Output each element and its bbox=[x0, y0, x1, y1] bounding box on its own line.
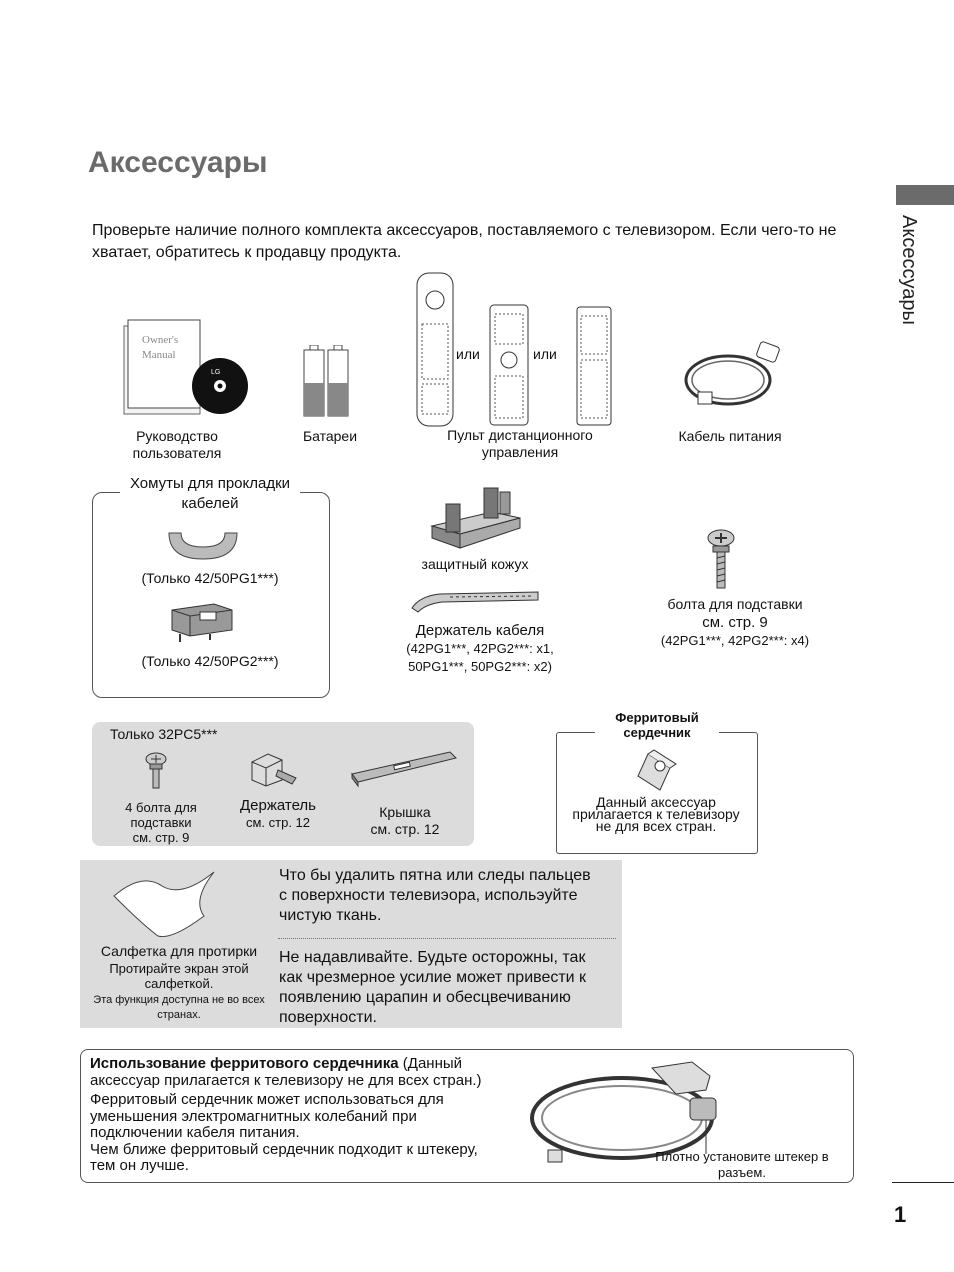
clamps-note-2: (Только 42/50PG2***) bbox=[141, 653, 279, 669]
manual-caption: Руководство пользователя bbox=[132, 428, 222, 461]
cable-clamps-heading: Хомуты для прокладки кабелей bbox=[120, 474, 300, 514]
protective-cover-caption: защитный кожух bbox=[421, 556, 529, 572]
side-tab-label: Аксессуары bbox=[898, 215, 920, 325]
batteries-caption: Батареи bbox=[302, 428, 358, 444]
cloth-availability-note: Эта функция доступна не во всех странах. bbox=[93, 994, 265, 1021]
ferrite-note: Данный аксессуар прилагается к телевизору не для всех стран. bbox=[572, 794, 740, 834]
ferrite-usage-body: Ферритовый сердечник может использоваться для уменьшения электромагнитных колебаний при подключении кабеля питания. Чем ближе ферритовый сердечник подходит к штекеру, тем он лучше. bbox=[90, 1091, 478, 1174]
power-cable-caption: Кабель питания bbox=[678, 428, 782, 444]
power-cable-illustration bbox=[680, 336, 790, 414]
protective-cover-illustration bbox=[428, 482, 524, 554]
pc5-lid-caption: Крышка см. стр. 12 bbox=[370, 804, 440, 837]
pc5-lid-illustration bbox=[350, 748, 458, 788]
ferrite-usage-callout: Плотно установите штекер в разъем. bbox=[655, 1149, 829, 1180]
disc-logo: LG bbox=[211, 369, 221, 376]
page-number-rule bbox=[892, 1182, 954, 1183]
ferrite-usage-title: Использование ферритового сердечника (Данный аксессуар прилагается к телевизору не для всех стран.) bbox=[90, 1055, 482, 1089]
page-number: 1 bbox=[894, 1202, 907, 1227]
remote-illustration-2 bbox=[489, 304, 529, 426]
stand-bolts-caption: болта для подставки bbox=[667, 596, 803, 612]
clamp-ring-illustration bbox=[165, 527, 241, 563]
cable-holder-models: (42PG1***, 42PG2***: x1, 50PG1***, 50PG2***: x2) bbox=[406, 641, 554, 674]
cloth-title: Салфетка для протирки bbox=[100, 943, 258, 959]
remote-illustration-1 bbox=[416, 272, 454, 427]
cloth-tip-1: Что бы удалить пятна или следы пальцев с поверхности телевиэора, испольэуйте чистую ткань. bbox=[279, 867, 591, 924]
side-tab-bar bbox=[896, 185, 954, 205]
pc5-heading: Только 32PC5*** bbox=[110, 726, 218, 742]
cloth-divider bbox=[278, 938, 616, 939]
page-title: Аксессуары bbox=[88, 146, 268, 179]
batteries-illustration bbox=[302, 345, 352, 417]
pc5-holder-caption: Держатель см. стр. 12 bbox=[239, 797, 316, 830]
remote-caption: Пульт дистанционного управления bbox=[447, 427, 593, 460]
pc5-holder-illustration bbox=[248, 750, 300, 788]
remote-or-1: или bbox=[456, 346, 480, 362]
ferrite-core-illustration bbox=[634, 748, 680, 794]
cable-holder-caption: Держатель кабеля bbox=[415, 622, 545, 639]
stand-bolts-page-ref: см. стр. 9 bbox=[702, 614, 768, 631]
stand-bolts-models: (42PG1***, 42PG2***: x4) bbox=[660, 633, 810, 648]
cloth-subtitle: Протирайте экран этой салфеткой. bbox=[109, 961, 249, 991]
cable-holder-illustration bbox=[410, 588, 542, 614]
pc5-bolt-illustration bbox=[144, 752, 168, 790]
cloth-tip-2: Не надавливайте. Будьте осторожны, так как чрезмерное усилие может привести к появлению царапин и обесцвечиванию поверхности. bbox=[279, 949, 587, 1026]
clamps-note-1: (Только 42/50PG1***) bbox=[141, 570, 279, 586]
remote-or-2: или bbox=[533, 346, 557, 362]
ferrite-heading: Ферритовый сердечник bbox=[595, 710, 719, 740]
manual-cover-text: Owner's Manual bbox=[142, 334, 179, 361]
cloth-illustration bbox=[112, 868, 218, 942]
pc5-bolts-caption: 4 болта для подставки см. стр. 9 bbox=[125, 800, 197, 845]
clamp-block-illustration bbox=[166, 600, 236, 646]
stand-bolt-illustration bbox=[706, 528, 736, 590]
remote-illustration-3 bbox=[576, 306, 612, 426]
intro-text: Проверьте наличие полного комплекта аксессуаров, поставляемого с телевизором. Если чего-то не хватает, обратитесь к продавцу продукта. bbox=[92, 222, 837, 261]
